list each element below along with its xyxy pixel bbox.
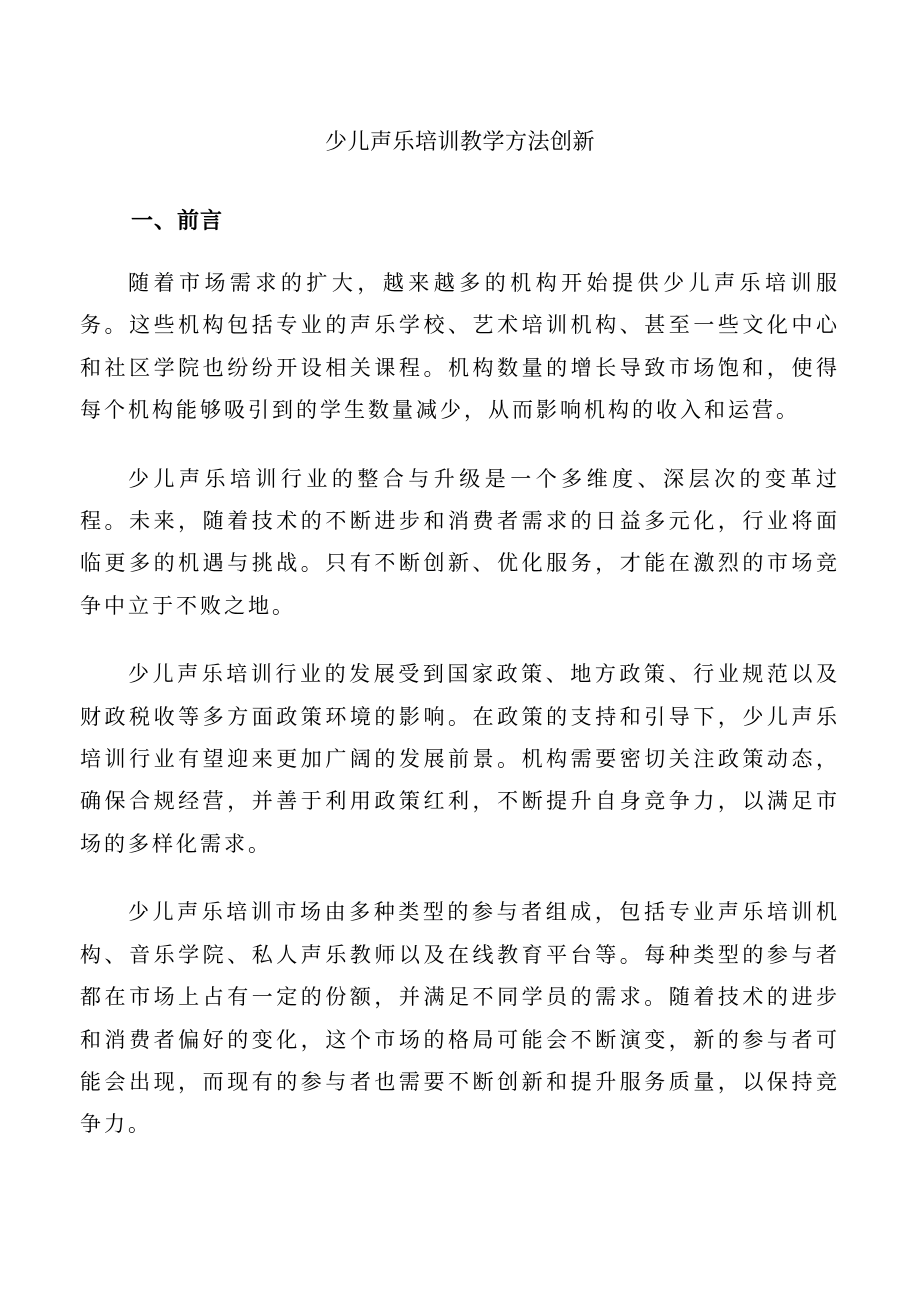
body-text (80, 262, 840, 1172)
document-title: 少儿声乐培训教学方法创新 (324, 130, 595, 155)
section-heading: 一、前言 (131, 209, 224, 234)
paragraph-4: 少儿声乐培训市场由多种类型的参与者组成，包括专业声乐培训机构、音乐学院、私人声乐教师以及在线教育平台等。每种类型的参与者都在市场上占有一定的份额，并满足不同学员的需求。随着技术的进步和消费者偏好的变化，这个市场的格局可能会不断演变，新的参与者可能会出现，而现有的参与者也需要不断创新和提升服务质量，以保持竞争力。 (80, 900, 840, 1137)
paragraph-2: 少儿声乐培训行业的整合与升级是一个多维度、深层次的变革过程。未来，随着技术的不断进步和消费者需求的日益多元化，行业将面临更多的机遇与挑战。只有不断创新、优化服务，才能在激烈的市场竞争中立于不败之地。 (80, 466, 840, 618)
paragraph-3: 少儿声乐培训行业的发展受到国家政策、地方政策、行业规范以及财政税收等多方面政策环境的影响。在政策的支持和引导下，少儿声乐培训行业有望迎来更加广阔的发展前景。机构需要密切关注政策动态，确保合规经营，并善于利用政策红利，不断提升自身竞争力，以满足市场的多样化需求。 (80, 662, 840, 856)
paragraph-1: 随着市场需求的扩大，越来越多的机构开始提供少儿声乐培训服务。这些机构包括专业的声乐学校、艺术培训机构、甚至一些文化中心和社区学院也纷纷开设相关课程。机构数量的增长导致市场饱和，使得每个机构能够吸引到的学生数量减少，从而影响机构的收入和运营。 (80, 271, 840, 423)
